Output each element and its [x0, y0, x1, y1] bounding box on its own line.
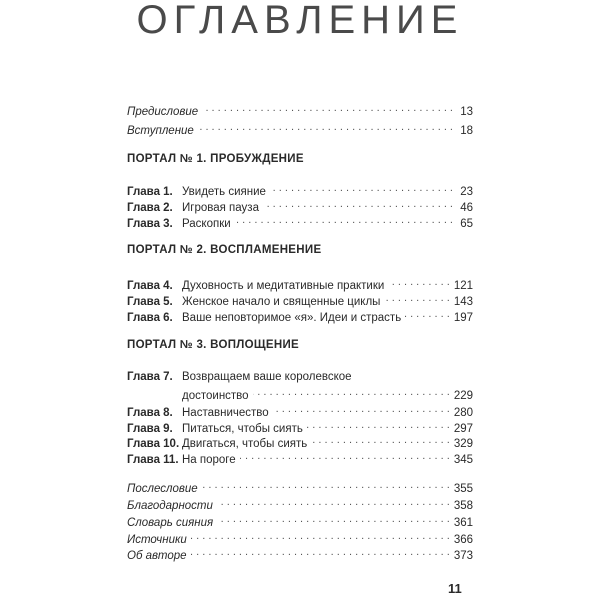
leader-dots: [198, 120, 453, 134]
entry-label: Благодарности: [127, 500, 213, 512]
toc-entry-chapter[interactable]: [127, 307, 473, 324]
chapter-title: На пороге: [182, 454, 236, 466]
entry-page: 355: [453, 483, 473, 495]
chapter-number: Глава 4.: [127, 280, 173, 292]
entry-label: Словарь сияния: [127, 517, 214, 529]
leader-dots: [388, 275, 450, 289]
entry-page: 143: [453, 296, 473, 308]
chapter-title: достоинство: [182, 390, 249, 402]
toc-entry-glossary[interactable]: [127, 512, 473, 529]
toc-entry-afterword[interactable]: [127, 478, 473, 495]
chapter-number: Глава 11.: [127, 454, 179, 466]
leader-dots: [253, 385, 450, 399]
toc-entry-chapter[interactable]: [127, 213, 473, 230]
chapter-number: Глава 3.: [127, 218, 173, 230]
portal-heading: ПОРТАЛ № 3. ВОПЛОЩЕНИЕ: [127, 339, 300, 351]
leader-dots: [273, 402, 450, 416]
entry-page: 65: [460, 218, 473, 230]
leader-dots: [217, 495, 450, 509]
chapter-title: Женское начало и священные циклы: [182, 296, 381, 308]
leader-dots: [202, 478, 450, 492]
toc-entry-chapter[interactable]: [127, 402, 473, 419]
entry-page: 280: [453, 407, 473, 419]
toc-entry-chapter[interactable]: [127, 291, 473, 308]
entry-page: 229: [453, 390, 473, 402]
chapter-number: Глава 1.: [127, 186, 173, 198]
entry-page: 197: [453, 312, 473, 324]
toc-entry-chapter[interactable]: [127, 275, 473, 292]
chapter-title: Игровая пауза: [182, 202, 259, 214]
toc-entry-acknowledgements[interactable]: [127, 495, 473, 512]
entry-label: Об авторе: [127, 550, 187, 562]
leader-dots: [311, 433, 450, 447]
entry-page: 329: [453, 438, 473, 450]
toc-entry-chapter[interactable]: [127, 418, 473, 435]
toc-entry-sources[interactable]: [127, 529, 473, 546]
entry-page: 373: [453, 550, 473, 562]
portal-heading: ПОРТАЛ № 2. ВОСПЛАМЕНЕНИЕ: [127, 244, 322, 256]
chapter-number: Глава 10.: [127, 438, 180, 450]
entry-page: 358: [453, 500, 473, 512]
chapter-title: Питаться, чтобы сиять: [182, 423, 303, 435]
chapter-title: Увидеть сияние: [182, 186, 266, 198]
chapter-title: Раскопки: [182, 218, 231, 230]
chapter-title: Наставничество: [182, 407, 269, 419]
toc-entry-about-author[interactable]: [127, 545, 473, 562]
entry-page: 18: [460, 125, 473, 137]
entry-page: 345: [453, 454, 473, 466]
entry-page: 361: [453, 517, 473, 529]
entry-label: Вступление: [127, 125, 194, 137]
chapter-number: Глава 6.: [127, 312, 173, 324]
toc-entry-chapter[interactable]: [127, 449, 473, 466]
leader-dots: [263, 197, 453, 211]
entry-page: 13: [460, 106, 473, 118]
leader-dots: [240, 449, 450, 463]
leader-dots: [202, 101, 453, 115]
chapter-number: Глава 5.: [127, 296, 173, 308]
entry-page: 121: [453, 280, 473, 292]
chapter-number: Глава 2.: [127, 202, 173, 214]
leader-dots: [191, 529, 450, 543]
chapter-title: Духовность и медитативные практики: [182, 280, 385, 292]
toc-entry-introduction[interactable]: [127, 120, 473, 137]
leader-dots: [405, 307, 450, 321]
entry-label: Послесловие: [127, 483, 198, 495]
leader-dots: [217, 512, 450, 526]
entry-page: 297: [453, 423, 473, 435]
leader-dots: [307, 418, 450, 432]
chapter-number: Глава 7.: [127, 371, 173, 383]
entry-page: 23: [460, 186, 473, 198]
leader-dots: [270, 181, 453, 195]
toc-entry-chapter[interactable]: [127, 181, 473, 198]
toc-entry-chapter-line1[interactable]: [127, 370, 473, 384]
leader-dots: [384, 291, 449, 305]
entry-page: 366: [453, 534, 473, 546]
entry-page: 46: [460, 202, 473, 214]
chapter-number: Глава 9.: [127, 423, 173, 435]
toc-entry-chapter[interactable]: [127, 385, 473, 402]
portal-heading: ПОРТАЛ № 1. ПРОБУЖДЕНИЕ: [127, 153, 304, 165]
leader-dots: [191, 545, 450, 559]
page-title: ОГЛАВЛЕНИЕ: [136, 0, 464, 42]
chapter-title: Возвращаем ваше королевское: [182, 371, 352, 383]
page-number: 11: [448, 581, 462, 596]
entry-label: Предисловие: [127, 106, 199, 118]
toc-entry-foreword[interactable]: [127, 101, 473, 118]
chapter-title: Двигаться, чтобы сиять: [182, 438, 308, 450]
toc-entry-chapter[interactable]: [127, 433, 473, 450]
leader-dots: [235, 213, 453, 227]
toc-entry-chapter[interactable]: [127, 197, 473, 214]
chapter-title: Ваше неповторимое «я». Идеи и страсть: [182, 312, 402, 324]
chapter-number: Глава 8.: [127, 407, 173, 419]
entry-label: Источники: [127, 534, 187, 546]
